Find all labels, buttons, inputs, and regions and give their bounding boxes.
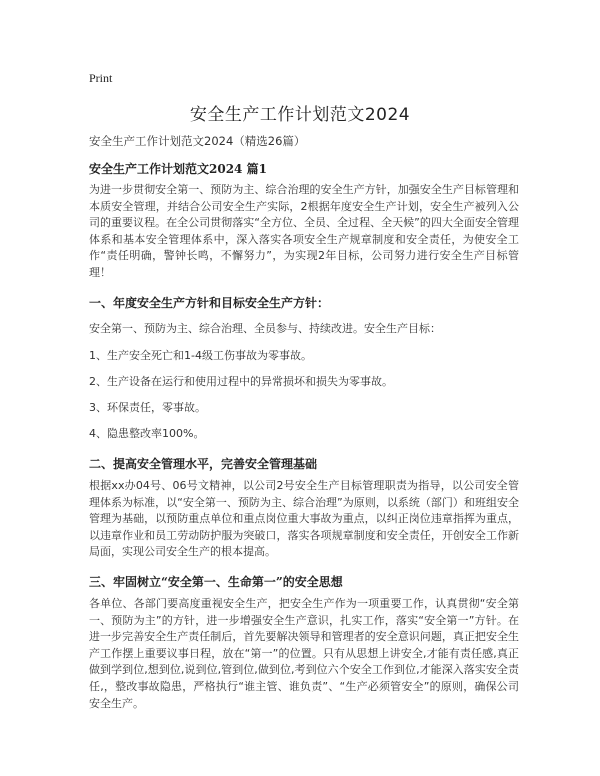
article-heading: 安全生产工作计划范文2024 篇1 bbox=[89, 162, 267, 176]
section-paragraph-3: 各单位、各部门要高度重视安全生产，把安全生产作为一项重要工作，认真贯彻“安全第一、预防为主”的方针，进一步增强安全生产意识，扎实工作，落实“安全第一”方针。在进一步完善安全生产责任制后，首先要解决领导和管理者的安全意识问题，真正把安全生产工作摆上重要议事日程，放在“第一”的位置。只有从思想上讲安全,才能有责任感,真正做到学到位,想到位,说到位,管到位,做到位,考到位六个安全工作到位,才能深入落实安全责任,，整改事故隐患，严格执行“谁主管、谁负责”、“生产必须管安全”的原则，确保公司安全生产。 bbox=[89, 597, 519, 710]
section-heading-2: 二、提高安全管理水平，完善安全管理基础 bbox=[89, 457, 318, 471]
document-subtitle: 安全生产工作计划范文2024（精选26篇） bbox=[89, 134, 306, 148]
intro-paragraph: 为进一步贯彻安全第一、预防为主、综合治理的安全生产方针，加强安全生产目标管理和本质安全管理，并结合公司安全生产实际，2根据年度安全生产计划，安全生产被列入公司的重要议程。在全公司贯彻落实“全方位、全员、全过程、全天候”的四大全面安全管理体系和基本安全管理体系中，深入落实各项安全生产规章制度和安全责任，为使安全工作“责任明确，警钟长鸣，不懈努力”，为实现2年目标，公司努力进行安全生产目标管理！ bbox=[89, 183, 519, 279]
goal-item: 2、生产设备在运行和使用过程中的异常损坏和损失为零事故。 bbox=[89, 375, 393, 388]
goal-item: 1、生产安全死亡和1-4级工伤事故为零事故。 bbox=[89, 349, 312, 362]
goal-item: 3、环保责任，零事故。 bbox=[89, 401, 206, 414]
goal-item: 4、隐患整改率100%。 bbox=[89, 427, 205, 440]
document-title: 安全生产工作计划范文2024 bbox=[189, 105, 411, 125]
section-heading-1: 一、年度安全生产方针和目标安全生产方针： bbox=[89, 296, 330, 310]
policy-text: 安全第一、预防为主、综合治理、全员参与、持续改进。安全生产目标： bbox=[89, 322, 441, 335]
section-heading-3: 三、牢固树立“安全第一、生命第一”的安全思想 bbox=[89, 575, 343, 589]
print-link[interactable]: Print bbox=[89, 71, 113, 85]
section-paragraph-2: 根据xx办04号、06号文精神，以公司2号安全生产目标管理职责为指导，以公司安全管理体系为标准，以“安全第一、预防为主、综合治理”为原则，以系统（部门）和班组安全管理为基础，以预防重点单位和重点岗位重大事故为重点，以纠正岗位违章指挥为重点，以违章作业和员工劳动防护服为突破口，落实各项规章制度和安全责任，开创安全工作新局面，实现公司安全生产的根本提高。 bbox=[89, 479, 519, 559]
